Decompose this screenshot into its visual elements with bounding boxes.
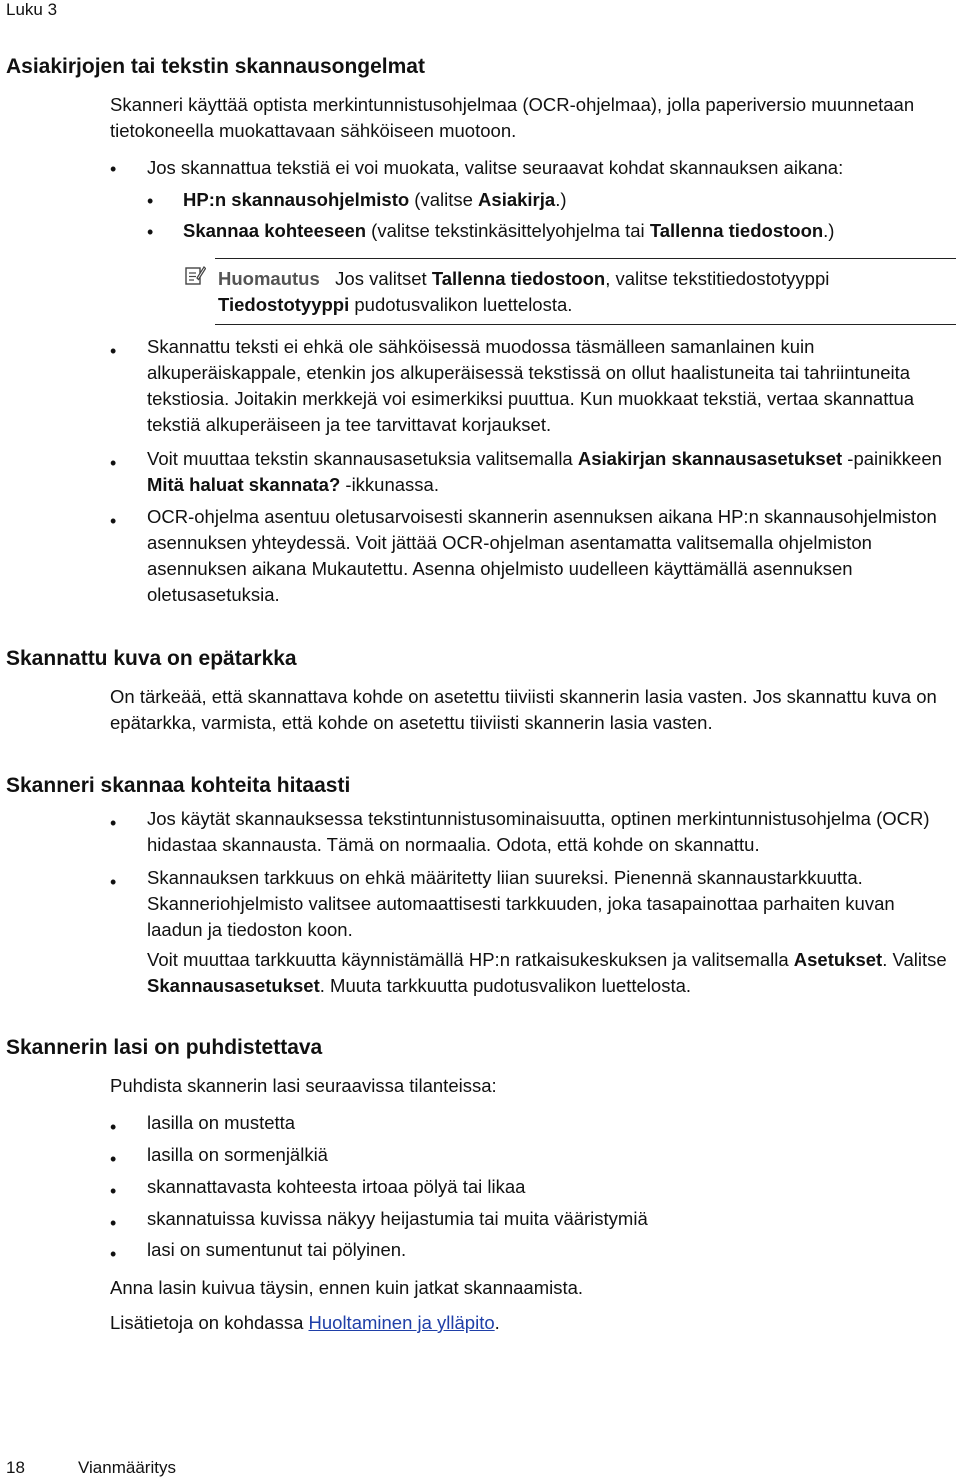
list-item: Skannauksen tarkkuus on ehkä määritetty liian suureksi. Pienennä skannaustarkkuutta. Skanneriohjelmisto valitsee automaattisesti tarkkuuden, joka tasapainottaa parhaiten kuvan laadun ja tiedoston koon.	[147, 867, 895, 940]
paragraph-clean-intro: Puhdista skannerin lasi seuraavissa tilanteissa:	[110, 1075, 497, 1096]
note-pencil-icon	[184, 264, 206, 286]
section-heading-blurry-image: Skannattu kuva on epätarkka	[6, 647, 297, 670]
bullet-icon: •	[110, 1213, 117, 1233]
list-item: lasilla on sormenjälkiä	[147, 1144, 328, 1165]
list-item: lasi on sumentunut tai pölyinen.	[147, 1239, 407, 1260]
bullet-icon: •	[110, 872, 117, 892]
list-item: OCR-ohjelma asentuu oletusarvoisesti skannerin asennuksen aikana HP:n skannausohjelmiston asennuksen yhteydessä. Voit jättää OCR-ohjelman asentamatta valitsemalla ohjelmiston asennuksen aikana Mukautettu. Asenna ohjelmisto uudelleen käyttämällä asennuksen oletusasetuksia.	[147, 506, 937, 605]
section-heading-clean-glass: Skannerin lasi on puhdistettava	[6, 1036, 323, 1059]
section-heading-slow-scan: Skanneri skannaa kohteita hitaasti	[6, 774, 351, 797]
maintenance-link[interactable]: Huoltaminen ja ylläpito	[308, 1312, 495, 1333]
note-text: Huomautus Jos valitset Tallenna tiedostoon, valitse tekstitiedostotyyppi Tiedostotyyppi pudotusvalikon luettelosta.	[218, 268, 830, 315]
note-bottom-rule	[215, 324, 956, 325]
bullet-icon: •	[147, 191, 154, 211]
list-item: Jos käytät skannauksessa tekstintunnistusominaisuutta, optinen merkintunnistusohjelma (OCR) hidastaa skannausta. Tämä on normaalia. Odota, että kohde on skannattu.	[147, 808, 930, 855]
bullet-icon: •	[110, 1117, 117, 1137]
list-item-continuation: Voit muuttaa tarkkuutta käynnistämällä HP:n ratkaisukeskuksen ja valitsemalla Asetukset. Valitse Skannausasetukset. Muuta tarkkuutta pudotusvalikon luettelosta.	[147, 949, 947, 996]
paragraph-dry-glass: Anna lasin kuivua täysin, ennen kuin jatkat skannaamista.	[110, 1277, 584, 1298]
bullet-icon: •	[110, 453, 117, 473]
list-item: Skannattu teksti ei ehkä ole sähköisessä muodossa täsmälleen samanlainen kuin alkuperäiskappale, etenkin jos alkuperäisessä tekstissä on ollut haalistuneita tai tahriintuneita tekstiosia. Joitakin merkkejä voi esimerkiksi puuttua. Kun muokkaat tekstiä, vertaa skannattua tekstiä alkuperäiseen ja tee tarvittavat korjaukset.	[147, 336, 915, 435]
chapter-label: Luku 3	[6, 0, 58, 19]
section-heading-document-text: Asiakirjojen tai tekstin skannausongelmat	[6, 55, 425, 78]
bullet-icon: •	[110, 813, 117, 833]
bullet-icon: •	[110, 1149, 117, 1169]
bullet-icon: •	[110, 159, 117, 179]
paragraph-blurry: On tärkeää, että skannattava kohde on asetettu tiiviisti skannerin lasia vasten. Jos skannattu kuva on epätarkka, varmista, että kohde on asetettu tiiviisti skannerin lasia vasten.	[110, 686, 937, 733]
sub-list-item: Skannaa kohteeseen (valitse tekstinkäsittelyohjelma tai Tallenna tiedostoon.)	[183, 220, 835, 241]
footer-section-title: Vianmääritys	[78, 1458, 176, 1477]
list-item: lasilla on mustetta	[147, 1112, 296, 1133]
list-item: skannatuissa kuvissa näkyy heijastumia tai muita vääristymiä	[147, 1208, 648, 1229]
paragraph-more-info: Lisätietoja on kohdassa Huoltaminen ja ylläpito.	[110, 1312, 500, 1333]
bullet-icon: •	[110, 511, 117, 531]
paragraph-ocr-intro: Skanneri käyttää optista merkintunnistusohjelmaa (OCR-ohjelmaa), jolla paperiversio muunnetaan tietokoneella muokattavaan sähköiseen muotoon.	[110, 94, 915, 141]
note-label: Huomautus	[218, 268, 320, 289]
list-item: Voit muuttaa tekstin skannausasetuksia valitsemalla Asiakirjan skannausasetukset -painikkeen Mitä haluat skannata? -ikkunassa.	[147, 448, 942, 495]
list-item: skannattavasta kohteesta irtoaa pölyä tai likaa	[147, 1176, 526, 1197]
list-item: Jos skannattua tekstiä ei voi muokata, valitse seuraavat kohdat skannauksen aikana:	[147, 157, 844, 178]
sub-list-item: HP:n skannausohjelmisto (valitse Asiakirja.)	[183, 189, 567, 210]
page-number: 18	[6, 1458, 25, 1477]
note-top-rule	[215, 258, 956, 259]
bullet-icon: •	[110, 341, 117, 361]
bullet-icon: •	[147, 222, 154, 242]
bullet-icon: •	[110, 1181, 117, 1201]
bullet-icon: •	[110, 1244, 117, 1264]
